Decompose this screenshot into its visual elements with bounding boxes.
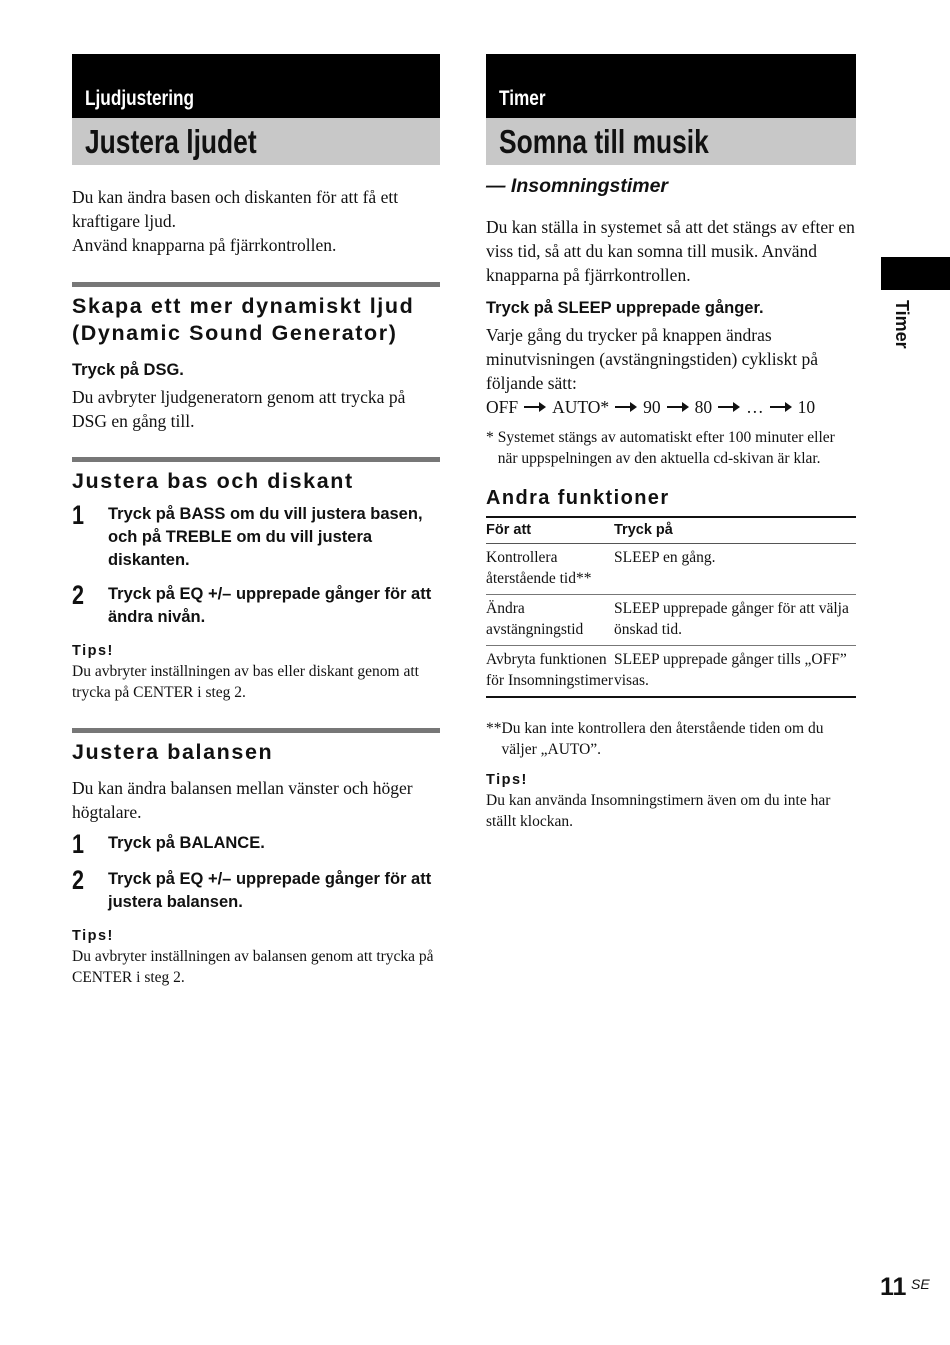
arrow-right-icon <box>615 402 637 412</box>
table-cell: SLEEP en gång. <box>614 544 856 595</box>
tips-text: Du kan använda Insomningstimern även om du inte har ställt klockan. <box>486 792 831 830</box>
tips-label: Tips! <box>486 772 528 788</box>
side-tab-text: Timer <box>892 300 912 349</box>
table-row <box>486 595 856 646</box>
step-number: 1 <box>72 829 85 859</box>
left-column <box>72 54 440 988</box>
table-cell: SLEEP upprepade gånger för att välja önskad tid. <box>614 595 856 646</box>
step-text: Tryck på EQ +/– upprepade gånger för att justera balansen. <box>108 870 432 911</box>
step-number: 1 <box>72 500 85 530</box>
step-text: Tryck på BALANCE. <box>108 834 265 852</box>
section-header-black <box>486 54 856 118</box>
intro-text-1: Du kan ändra basen och diskanten för att få ett kraftigare ljud. <box>72 187 399 231</box>
tips-label: Tips! <box>72 928 114 944</box>
table-row <box>486 646 856 698</box>
dsg-instruction: Tryck på DSG. <box>72 361 184 379</box>
step-number: 2 <box>72 580 85 610</box>
sequence-value: AUTO* <box>552 397 610 417</box>
table-header: Tryck på <box>614 517 856 544</box>
footnote-text: Systemet stängs av automatiskt efter 100 minuter eller när uppspelningen av den aktuella cd-skivan är klar. <box>497 429 835 467</box>
balance-step-1 <box>72 829 440 859</box>
chapter-label: Ljudjustering <box>85 87 195 110</box>
sequence-value: 80 <box>694 397 713 417</box>
bass-step-2 <box>72 580 440 629</box>
table-cell: Kontrollera återstående tid** <box>486 544 614 595</box>
bass-step-1 <box>72 500 440 572</box>
footnote <box>486 427 856 469</box>
page-number: 11 <box>880 1273 907 1301</box>
tips-text: Du avbryter inställningen av bas eller diskant genom att trycka på CENTER i steg 2. <box>72 663 419 701</box>
table-cell: SLEEP upprepade gånger tills „OFF” visas. <box>614 646 856 698</box>
arrow-right-icon <box>524 402 546 412</box>
footnote-mark: * <box>486 429 494 446</box>
table-header-row <box>486 517 856 544</box>
tips-text: Du avbryter inställningen av balansen genom att trycka på CENTER i steg 2. <box>72 948 434 986</box>
page-title: Somna till musik <box>499 123 709 160</box>
footnote-text: Du kan inte kontrollera den återstående tiden om du väljer „AUTO”. <box>501 720 824 758</box>
footnote-mark: ** <box>486 720 502 737</box>
arrow-right-icon <box>718 402 740 412</box>
section-header-black <box>72 54 440 118</box>
sleep-text: Varje gång du trycker på knappen ändras minutvisningen (avstängningstiden) cykliskt på följande sätt: <box>486 325 818 393</box>
page-title: Justera ljudet <box>85 123 257 160</box>
dsg-text: Du avbryter ljudgeneratorn genom att trycka på DSG en gång till. <box>72 387 406 431</box>
section-header-gray <box>72 118 440 165</box>
page-suffix: SE <box>911 1276 930 1292</box>
step-text: Tryck på BASS om du vill justera basen, och på TREBLE om du vill justera diskanten. <box>108 505 423 569</box>
footnote <box>486 718 856 760</box>
section-header-gray <box>486 118 856 165</box>
functions-table <box>486 516 856 698</box>
intro-text: Du kan ställa in systemet så att det stängs av efter en viss tid, så att du kan somna till musik. Använd knapparna på fjärrkontrollen. <box>486 217 855 285</box>
sequence-value: 10 <box>797 397 816 417</box>
balance-section-title: Justera balansen <box>72 728 440 766</box>
table-cell: Ändra avstängningstid <box>486 595 614 646</box>
table-cell: Avbryta funktionen för Insomningstimer <box>486 646 614 698</box>
subtitle: — Insomningstimer <box>486 175 669 197</box>
table-row <box>486 544 856 595</box>
chapter-label: Timer <box>499 87 546 110</box>
bass-section-title: Justera bas och diskant <box>72 457 440 495</box>
sequence-value: … <box>746 397 764 417</box>
arrow-right-icon <box>770 402 792 412</box>
sleep-instruction: Tryck på SLEEP upprepade gånger. <box>486 299 764 317</box>
arrow-right-icon <box>667 402 689 412</box>
right-column <box>486 54 856 832</box>
step-text: Tryck på EQ +/– upprepade gånger för att ändra nivån. <box>108 585 432 626</box>
step-number: 2 <box>72 865 85 895</box>
tips-label: Tips! <box>72 643 114 659</box>
intro-text-2: Använd knapparna på fjärrkontrollen. <box>72 235 337 255</box>
sequence-value: 90 <box>643 397 661 417</box>
other-functions-title: Andra funktioner <box>486 487 670 509</box>
side-tab-label <box>888 300 916 370</box>
table-header: För att <box>486 517 614 544</box>
balance-text: Du kan ändra balansen mellan vänster och höger högtalare. <box>72 778 413 822</box>
side-tab-marker <box>881 257 950 290</box>
sequence-value: OFF <box>486 397 519 417</box>
dsg-section-title: Skapa ett mer dynamiskt ljud (Dynamic Sound Generator) <box>72 282 440 347</box>
balance-step-2 <box>72 865 440 914</box>
sleep-sequence <box>486 395 856 419</box>
